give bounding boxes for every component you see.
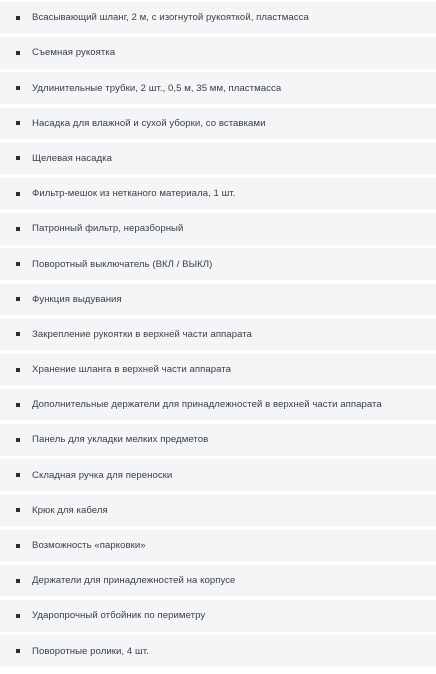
feature-label: Патронный фильтр, неразборный bbox=[32, 223, 184, 235]
feature-label: Крюк для кабеля bbox=[32, 504, 108, 516]
square-bullet-icon bbox=[16, 156, 20, 160]
square-bullet-icon bbox=[16, 192, 20, 196]
square-bullet-icon bbox=[16, 579, 20, 583]
square-bullet-icon bbox=[16, 438, 20, 442]
list-item bbox=[0, 389, 436, 420]
square-bullet-icon bbox=[16, 473, 20, 477]
feature-label: Складная ручка для переноски bbox=[32, 469, 173, 481]
square-bullet-icon bbox=[16, 51, 20, 55]
feature-label: Поворотные ролики, 4 шт. bbox=[32, 645, 149, 657]
list-item bbox=[0, 178, 436, 209]
list-item bbox=[0, 495, 436, 526]
list-item bbox=[0, 459, 436, 490]
square-bullet-icon bbox=[16, 614, 20, 618]
square-bullet-icon bbox=[16, 297, 20, 301]
list-item bbox=[0, 530, 436, 561]
list-item bbox=[0, 213, 436, 244]
feature-label: Держатели для принадлежностей на корпусе bbox=[32, 575, 236, 587]
feature-label: Фильтр-мешок из нетканого материала, 1 шт. bbox=[32, 188, 236, 200]
list-item bbox=[0, 248, 436, 279]
list-item bbox=[0, 37, 436, 68]
list-item bbox=[0, 72, 436, 103]
square-bullet-icon bbox=[16, 368, 20, 372]
feature-label: Ударопрочный отбойник по периметру bbox=[32, 610, 206, 622]
list-item bbox=[0, 635, 436, 666]
feature-label: Съемная рукоятка bbox=[32, 47, 116, 59]
list-item bbox=[0, 143, 436, 174]
feature-label: Удлинительные трубки, 2 шт., 0,5 м, 35 мм, пластмасса bbox=[32, 82, 282, 94]
square-bullet-icon bbox=[16, 262, 20, 266]
list-item bbox=[0, 565, 436, 596]
feature-label: Поворотный выключатель (ВКЛ / ВЫКЛ) bbox=[32, 258, 213, 270]
list-item bbox=[0, 600, 436, 631]
list-item bbox=[0, 284, 436, 315]
feature-label: Функция выдувания bbox=[32, 293, 122, 305]
square-bullet-icon bbox=[16, 121, 20, 125]
square-bullet-icon bbox=[16, 403, 20, 407]
list-item bbox=[0, 319, 436, 350]
square-bullet-icon bbox=[16, 649, 20, 653]
feature-label: Насадка для влажной и сухой уборки, со вставками bbox=[32, 117, 266, 129]
square-bullet-icon bbox=[16, 544, 20, 548]
square-bullet-icon bbox=[16, 508, 20, 512]
feature-label: Всасывающий шланг, 2 м, с изогнутой рукояткой, пластмасса bbox=[32, 12, 309, 24]
feature-label: Возможность «парковки» bbox=[32, 540, 146, 551]
feature-label: Хранение шланга в верхней части аппарата bbox=[32, 364, 232, 376]
square-bullet-icon bbox=[16, 332, 20, 336]
square-bullet-icon bbox=[16, 227, 20, 231]
list-item bbox=[0, 354, 436, 385]
square-bullet-icon bbox=[16, 16, 20, 20]
feature-label: Дополнительные держатели для принадлежностей в верхней части аппарата bbox=[32, 399, 382, 411]
feature-label: Панель для укладки мелких предметов bbox=[32, 434, 209, 446]
list-item bbox=[0, 424, 436, 455]
feature-label: Щелевая насадка bbox=[32, 152, 112, 164]
list-item bbox=[0, 2, 436, 33]
square-bullet-icon bbox=[16, 86, 20, 90]
list-item bbox=[0, 108, 436, 139]
feature-label: Закрепление рукоятки в верхней части аппарата bbox=[32, 328, 252, 340]
